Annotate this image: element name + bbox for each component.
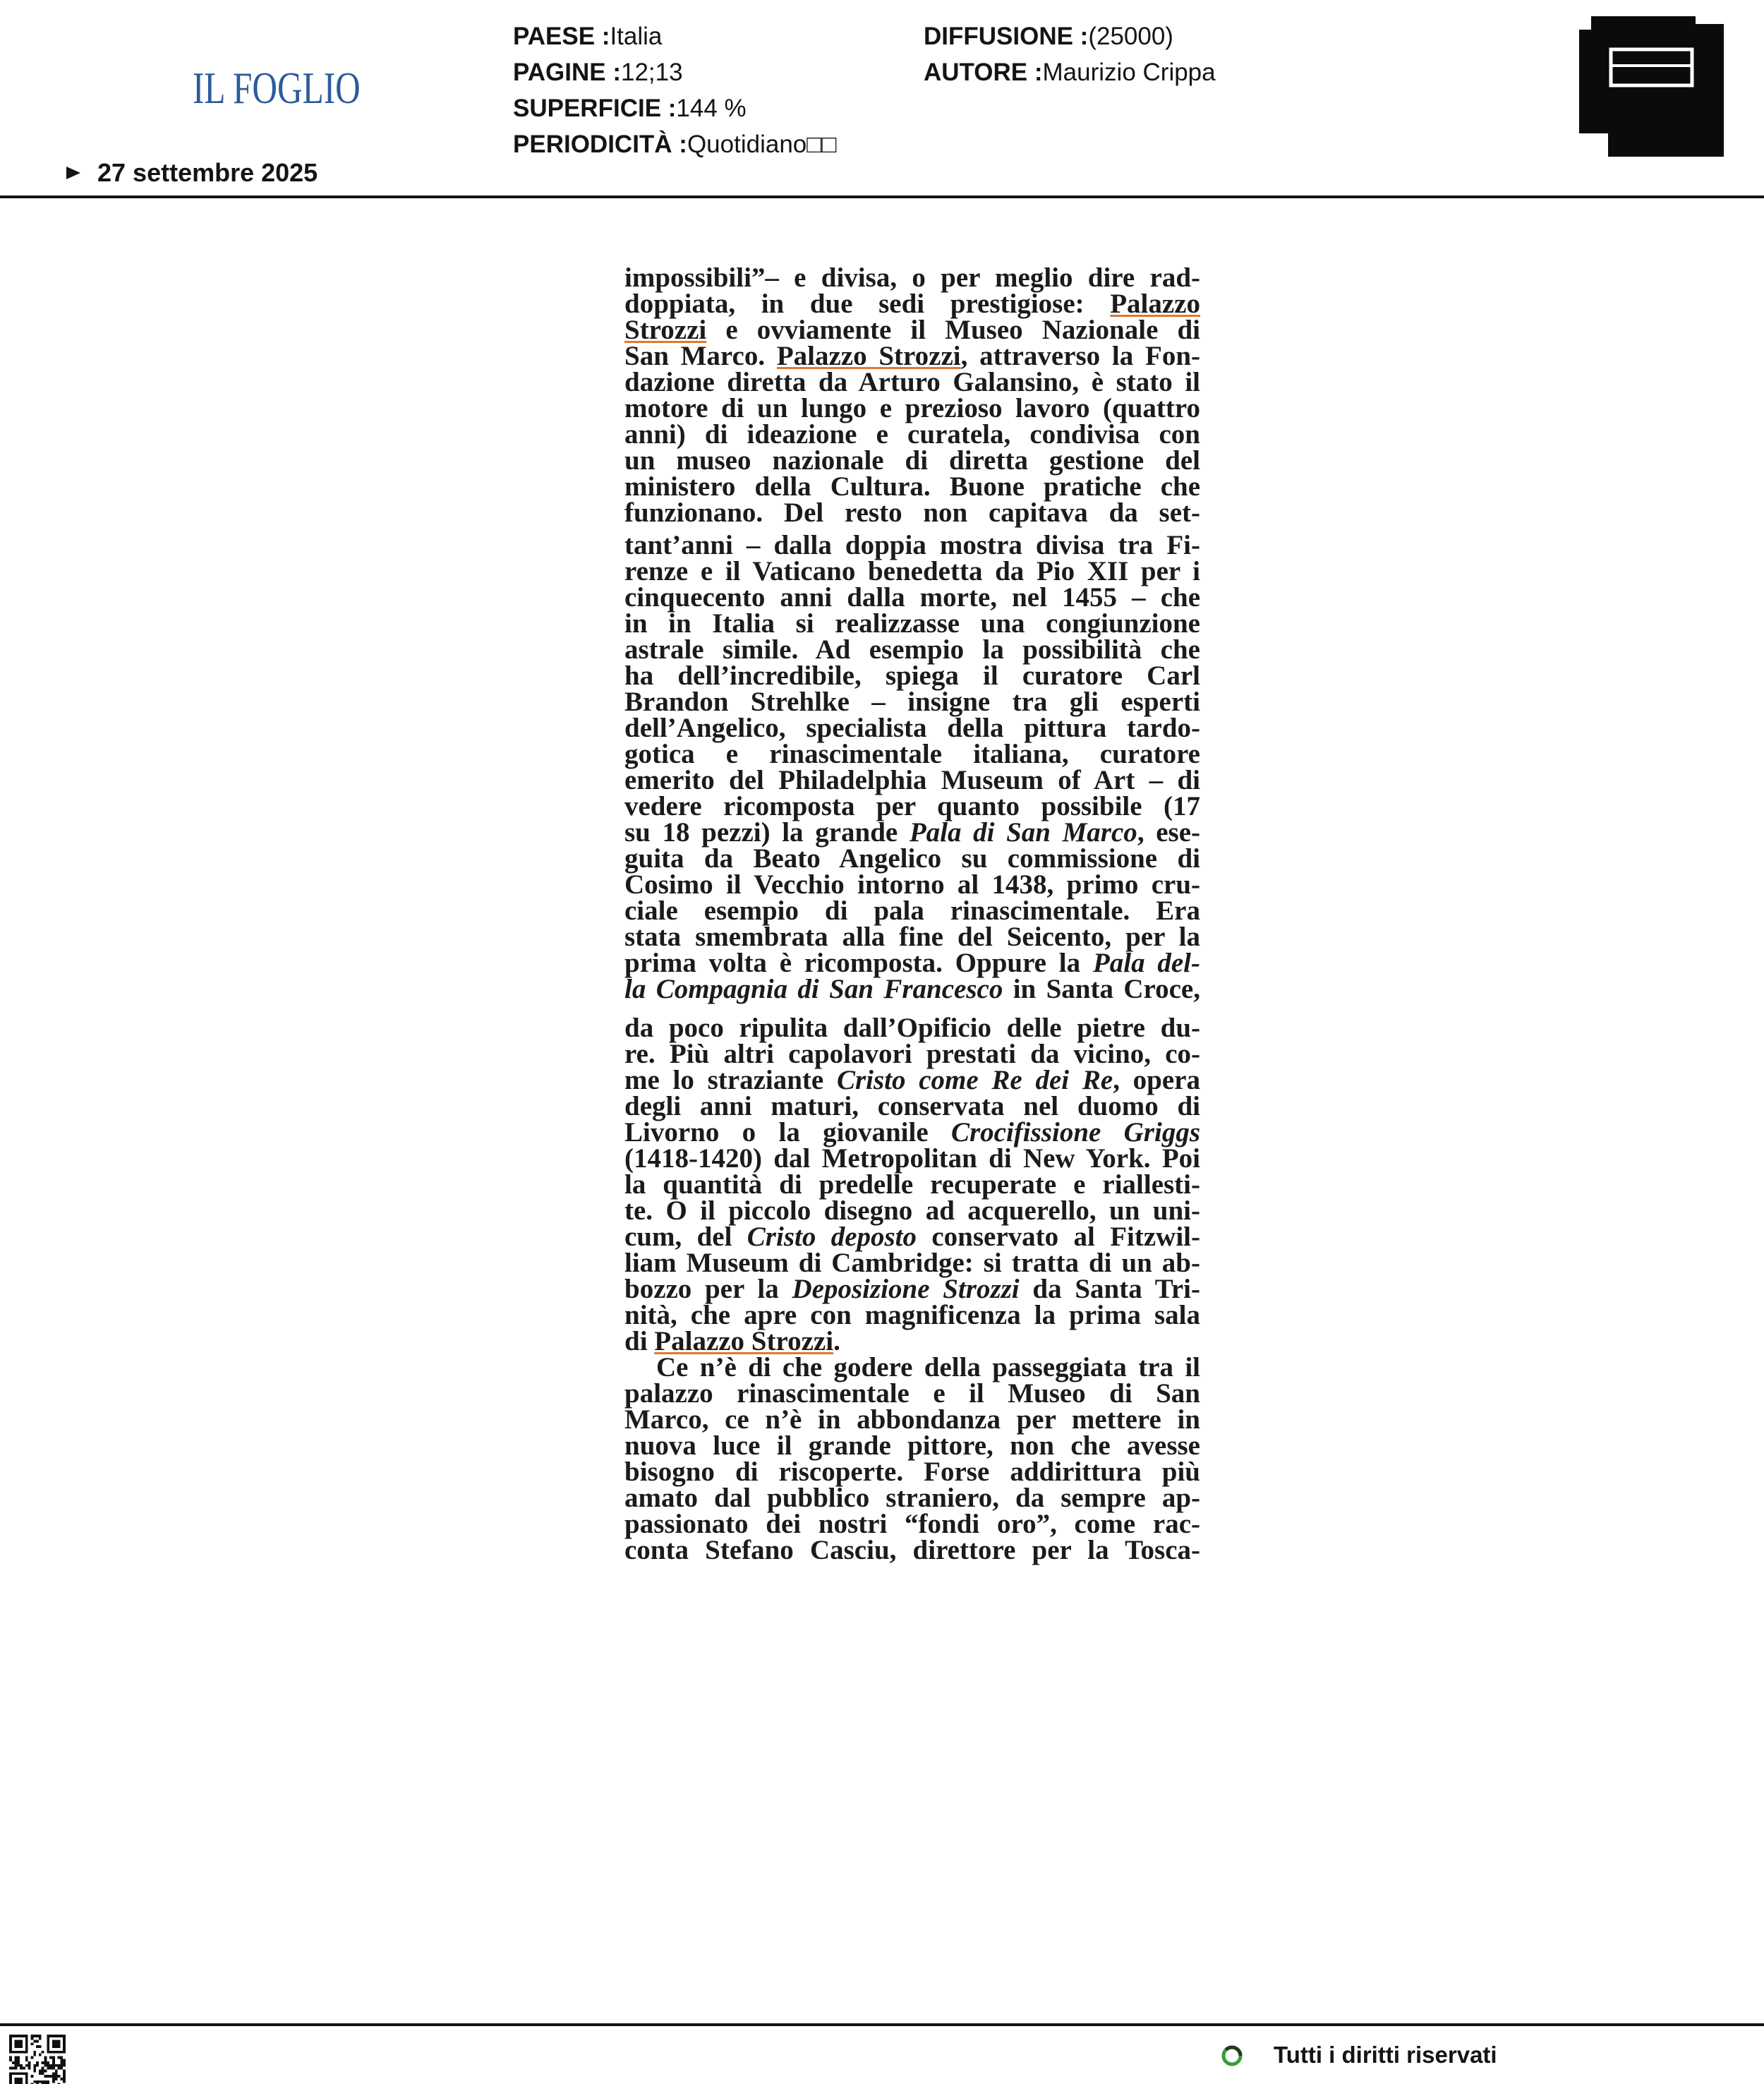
article-line <box>624 1015 1200 1041</box>
triangle-right-icon <box>66 167 80 179</box>
highlighted-keyword: Palazzo Strozzi <box>776 341 961 371</box>
article-text: , ese- <box>1137 817 1200 848</box>
publication-name: IL FOGLIO <box>193 63 361 113</box>
article-line <box>624 419 1200 450</box>
article-text: anni) di ideazione e curatela, condivisa con <box>624 419 1200 450</box>
article-line <box>624 1537 1200 1563</box>
article-text: cum, del <box>624 1222 747 1252</box>
meta-periodicity <box>513 126 837 162</box>
article-line <box>624 558 1200 584</box>
article-text: di <box>624 1326 655 1356</box>
meta-label: SUPERFICIE : <box>513 95 677 122</box>
article-line <box>624 343 1200 369</box>
meta-author <box>924 54 1216 90</box>
italic-work-title: Pala di San Marco <box>909 817 1137 848</box>
meta-value: (25000) <box>1088 23 1173 50</box>
article-line <box>624 767 1200 793</box>
article-line <box>624 395 1200 421</box>
article-text: nità, che apre con magnificenza la prima sala <box>624 1300 1200 1330</box>
article-text: funzionano. Del resto non capitava da set- <box>624 498 1200 528</box>
article-line <box>624 265 1200 291</box>
article-text: un museo nazionale di diretta gestione del <box>624 445 1200 476</box>
italic-work-title: Deposizione Strozzi <box>792 1274 1020 1304</box>
article-text: doppiata, in due sedi prestigiose: <box>624 289 1111 319</box>
article-text: renze e il Vaticano benedetta da Pio XII per i <box>624 556 1200 586</box>
article-line <box>624 1250 1200 1276</box>
article-line <box>624 1328 1200 1354</box>
italic-work-title: Pala del- <box>1092 948 1200 978</box>
issue-date: 27 settembre 2025 <box>97 158 318 187</box>
article-line <box>624 291 1200 317</box>
article-text: passionato dei nostri “fondi oro”, come rac- <box>624 1509 1200 1539</box>
meta-label: PERIODICITÀ : <box>513 131 687 158</box>
article-line <box>624 793 1200 819</box>
article-line <box>624 1067 1200 1093</box>
article-line <box>624 1485 1200 1511</box>
article-text: Ce n’è di che godere della passeggiata tra il <box>656 1352 1200 1383</box>
article-line <box>624 1433 1200 1459</box>
article-line <box>624 1195 1200 1226</box>
article-line <box>624 845 1200 872</box>
italic-work-title: Cristo deposto <box>747 1222 917 1252</box>
article-text: ministero della Cultura. Buone pratiche che <box>624 471 1200 502</box>
article-text: in in Italia si realizzasse una congiunzione <box>624 608 1200 639</box>
meta-pages <box>513 54 837 90</box>
article-line <box>624 1404 1200 1435</box>
article-text: , attraverso la Fon- <box>960 341 1200 371</box>
article-text: in Santa Croce, <box>1003 974 1200 1004</box>
article-line <box>624 369 1200 395</box>
article-line <box>624 1224 1200 1250</box>
article-line <box>624 582 1200 613</box>
article-text: emerito del Philadelphia Museum of Art – di <box>624 765 1200 795</box>
article-text: vedere ricomposta per quanto possibile (17 <box>624 791 1200 821</box>
article-line <box>624 317 1200 343</box>
highlighted-keyword: Strozzi <box>624 315 707 345</box>
article-line <box>624 1459 1200 1485</box>
article-line <box>624 1511 1200 1537</box>
article-text: guita da Beato Angelico su commissione di <box>624 843 1200 874</box>
meta-country <box>513 18 837 54</box>
article-text: conta Stefano Casciu, direttore per la Tosca- <box>624 1535 1200 1565</box>
green-circle-icon <box>1220 2044 1244 2068</box>
meta-label: PAGINE : <box>513 59 621 86</box>
article-text: da Santa Tri- <box>1019 1274 1200 1304</box>
article-text: Marco, ce n’è in abbondanza per mettere in <box>624 1404 1200 1435</box>
publication-logo-mark <box>1579 16 1724 157</box>
qr-code <box>9 2035 66 2084</box>
meta-circulation <box>924 18 1216 54</box>
article-line <box>624 1093 1200 1119</box>
article-line <box>624 1169 1200 1200</box>
article-line <box>624 869 1200 900</box>
article-text: Cosimo il Vecchio intorno al 1438, primo cru- <box>624 869 1200 900</box>
article-text: tant’anni – dalla doppia mostra divisa tra Fi- <box>624 530 1200 560</box>
issue-date-line <box>66 160 363 186</box>
clipping-meta-right <box>924 18 1216 90</box>
article-text: conservato al Fitzwil- <box>917 1222 1200 1252</box>
article-line <box>624 1352 1200 1383</box>
meta-label: DIFFUSIONE : <box>924 23 1089 50</box>
article-text: su 18 pezzi) la grande <box>624 817 910 848</box>
clipping-meta-left <box>513 18 837 162</box>
article-text: (1418-1420) dal Metropolitan di New York. Poi <box>624 1143 1200 1174</box>
article-text: bozzo per la <box>624 1274 792 1304</box>
article-text: Brandon Strehlke – insigne tra gli esperti <box>624 687 1200 717</box>
meta-value: 144 % <box>676 95 747 122</box>
article-line <box>624 1302 1200 1328</box>
article-line <box>624 634 1200 665</box>
article-line <box>624 1380 1200 1407</box>
article-line <box>624 471 1200 502</box>
article-text: , opera <box>1113 1065 1200 1095</box>
footer-divider <box>0 2023 1764 2026</box>
article-text: e ovviamente il Museo Nazionale di <box>706 315 1200 345</box>
article-paragraph <box>624 265 1200 1354</box>
italic-work-title: Cristo come Re dei Re <box>836 1065 1113 1095</box>
article-text: astrale simile. Ad esempio la possibilità che <box>624 634 1200 665</box>
green-circle-shade <box>1226 2047 1241 2056</box>
article-line <box>624 610 1200 637</box>
article-line <box>624 715 1200 741</box>
article-text: liam Museum di Cambridge: si tratta di un ab- <box>624 1248 1200 1278</box>
article-line <box>624 689 1200 715</box>
article-text: impossibili”– e divisa, o per meglio dire rad- <box>624 263 1200 293</box>
article-text: . <box>833 1326 840 1356</box>
article-text: stata smembrata alla fine del Seicento, per la <box>624 922 1200 952</box>
highlighted-keyword: Palazzo <box>1110 289 1200 319</box>
article-line <box>624 741 1200 767</box>
article-text-column <box>624 265 1200 1563</box>
article-line <box>624 1276 1200 1302</box>
meta-label: AUTORE : <box>924 59 1043 86</box>
meta-value: Maurizio Crippa <box>1042 59 1216 86</box>
rights-notice: Tutti i diritti riservati <box>1274 2042 1497 2068</box>
article-text: la quantità di predelle recuperate e riallesti- <box>624 1169 1200 1200</box>
header-divider <box>0 195 1764 198</box>
article-text: bisogno di riscoperte. Forse addirittura più <box>624 1457 1200 1487</box>
article-text: dazione diretta da Arturo Galansino, è stato il <box>624 367 1200 397</box>
article-text: me lo straziante <box>624 1065 837 1095</box>
highlighted-keyword: Palazzo Strozzi <box>654 1326 834 1356</box>
article-text: motore di un lungo e prezioso lavoro (quattro <box>624 393 1200 423</box>
meta-value: Italia <box>610 23 663 50</box>
article-text: degli anni maturi, conservata nel duomo di <box>624 1091 1200 1121</box>
article-text: amato dal pubblico straniero, da sempre ap- <box>624 1483 1200 1513</box>
article-text: prima volta è ricomposta. Oppure la <box>624 948 1093 978</box>
article-line <box>624 1145 1200 1172</box>
article-line <box>624 924 1200 950</box>
italic-work-title: Crocifissione Griggs <box>950 1117 1200 1148</box>
article-text: dell’Angelico, specialista della pittura tardo- <box>624 713 1200 743</box>
article-text: ciale esempio di pala rinascimentale. Era <box>624 896 1200 926</box>
article-line <box>624 976 1200 1002</box>
article-line <box>624 532 1200 558</box>
article-line <box>624 447 1200 474</box>
article-text: Livorno o la giovanile <box>624 1117 951 1148</box>
article-text: palazzo rinascimentale e il Museo di San <box>624 1378 1200 1409</box>
article-line <box>624 500 1200 526</box>
article-line <box>624 1041 1200 1067</box>
article-text: cinquecento anni dalla morte, nel 1455 – che <box>624 582 1200 613</box>
article-line <box>624 950 1200 976</box>
article-text: re. Più altri capolavori prestati da vicino, co- <box>624 1039 1200 1069</box>
italic-work-title: la Compagnia di San Francesco <box>624 974 1003 1004</box>
qr-modules <box>9 2035 66 2084</box>
article-text: gotica e rinascimentale italiana, curatore <box>624 739 1200 769</box>
article-text: da poco ripulita dall’Opificio delle pietre du- <box>624 1013 1200 1043</box>
article-text: San Marco. <box>624 341 777 371</box>
article-text: ha dell’incredibile, spiega il curatore Carl <box>624 661 1200 691</box>
article-line <box>624 1117 1200 1148</box>
meta-surface <box>513 90 837 126</box>
meta-value: 12;13 <box>620 59 683 86</box>
meta-label: PAESE : <box>513 23 610 50</box>
article-line <box>624 817 1200 848</box>
article-text: nuova luce il grande pittore, non che avesse <box>624 1431 1200 1461</box>
article-line <box>624 663 1200 689</box>
article-line <box>624 898 1200 924</box>
meta-value: Quotidiano□□ <box>687 131 837 158</box>
article-text: te. O il piccolo disegno ad acquerello, un uni- <box>624 1195 1200 1226</box>
article-paragraph <box>624 1354 1200 1563</box>
